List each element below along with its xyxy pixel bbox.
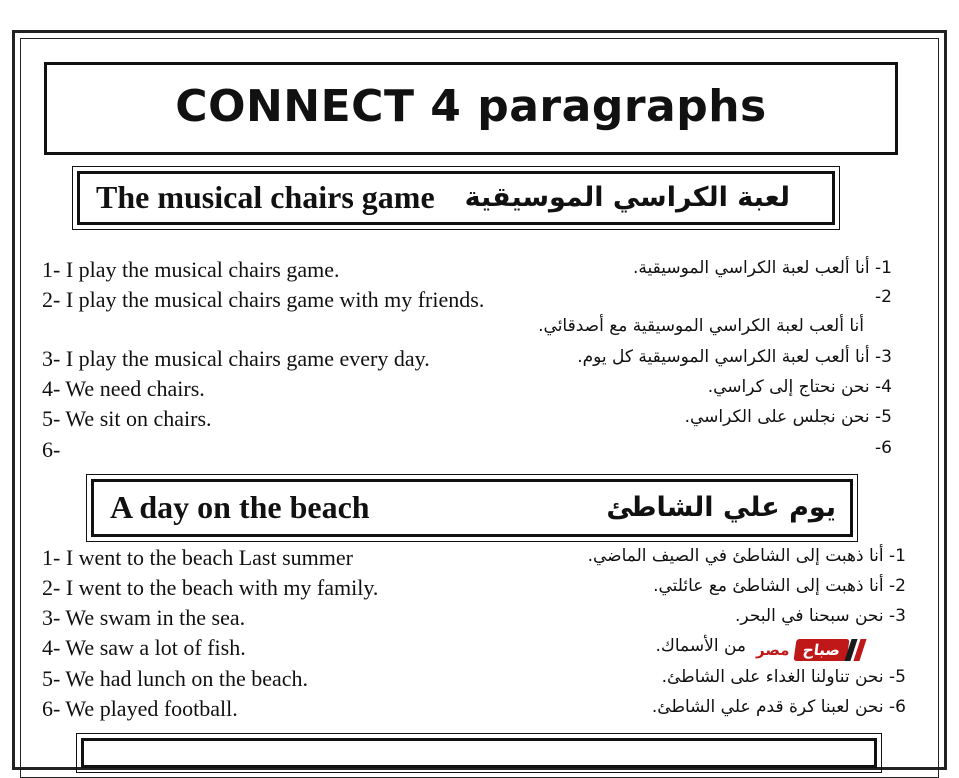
page-title: CONNECT 4 paragraphs (44, 62, 898, 155)
list-item-en: 6- (42, 437, 61, 462)
list-item-ar: من الأسماك. (655, 636, 746, 656)
list-item-en: 5- We had lunch on the beach. (42, 666, 309, 691)
list-item-ar: 3- أنا ألعب لعبة الكراسي الموسيقية كل يوم. (577, 347, 892, 367)
section-heading-partial (76, 733, 882, 773)
watermark-logo (756, 637, 906, 663)
list-item-ar: 2- أنا ذهبت إلى الشاطئ مع عائلتي. (653, 576, 906, 596)
watermark-stripes (848, 639, 863, 661)
section-heading-ar: لعبة الكراسي الموسيقية (464, 181, 791, 213)
list-item-en: 5- We sit on chairs. (42, 406, 212, 431)
section-heading-beach (86, 474, 858, 542)
watermark-text: مصر (756, 641, 790, 659)
list-item-en: 1- I went to the beach Last summer (42, 545, 353, 570)
list-item-en: 2- I went to the beach with my family. (42, 575, 379, 600)
list-item-en: 3- I play the musical chairs game every day. (42, 346, 430, 371)
list-item-en: 6- We played football. (42, 696, 238, 721)
list-item-en: 2- I play the musical chairs game with my friends. (42, 287, 485, 312)
list-item-ar: 6- (875, 438, 892, 458)
list-item-en: 1- I play the musical chairs game. (42, 257, 340, 282)
section-heading-en: The musical chairs game (96, 178, 435, 215)
list-item-ar: 3- نحن سبحنا في البحر. (735, 606, 906, 626)
list-item-en: 4- We need chairs. (42, 376, 205, 401)
list-item-en: 3- We swam in the sea. (42, 605, 246, 630)
list-item-en: 4- We saw a lot of fish. (42, 635, 246, 660)
list-item-ar: 6- نحن لعبنا كرة قدم علي الشاطئ. (651, 697, 906, 717)
section-heading-ar: يوم علي الشاطئ (606, 491, 836, 523)
section-heading-en: A day on the beach (110, 488, 370, 525)
list-item-ar: 1- أنا ألعب لعبة الكراسي الموسيقية. (633, 258, 892, 278)
list-item-ar: 4- نحن نحتاج إلى كراسي. (707, 377, 892, 397)
list-item-ar: 5- نحن نجلس على الكراسي. (684, 407, 892, 427)
section-heading-musical-chairs (72, 166, 840, 230)
watermark-badge: صباح (794, 639, 850, 661)
list-item-ar: أنا ألعب لعبة الكراسي الموسيقية مع أصدقائي. (538, 316, 864, 336)
list-item-ar: 1- أنا ذهبت إلى الشاطئ في الصيف الماضي. (587, 546, 906, 566)
list-item-ar: 5- نحن تناولنا الغداء على الشاطئ. (661, 667, 906, 687)
list-item-ar: 2- (875, 287, 892, 307)
